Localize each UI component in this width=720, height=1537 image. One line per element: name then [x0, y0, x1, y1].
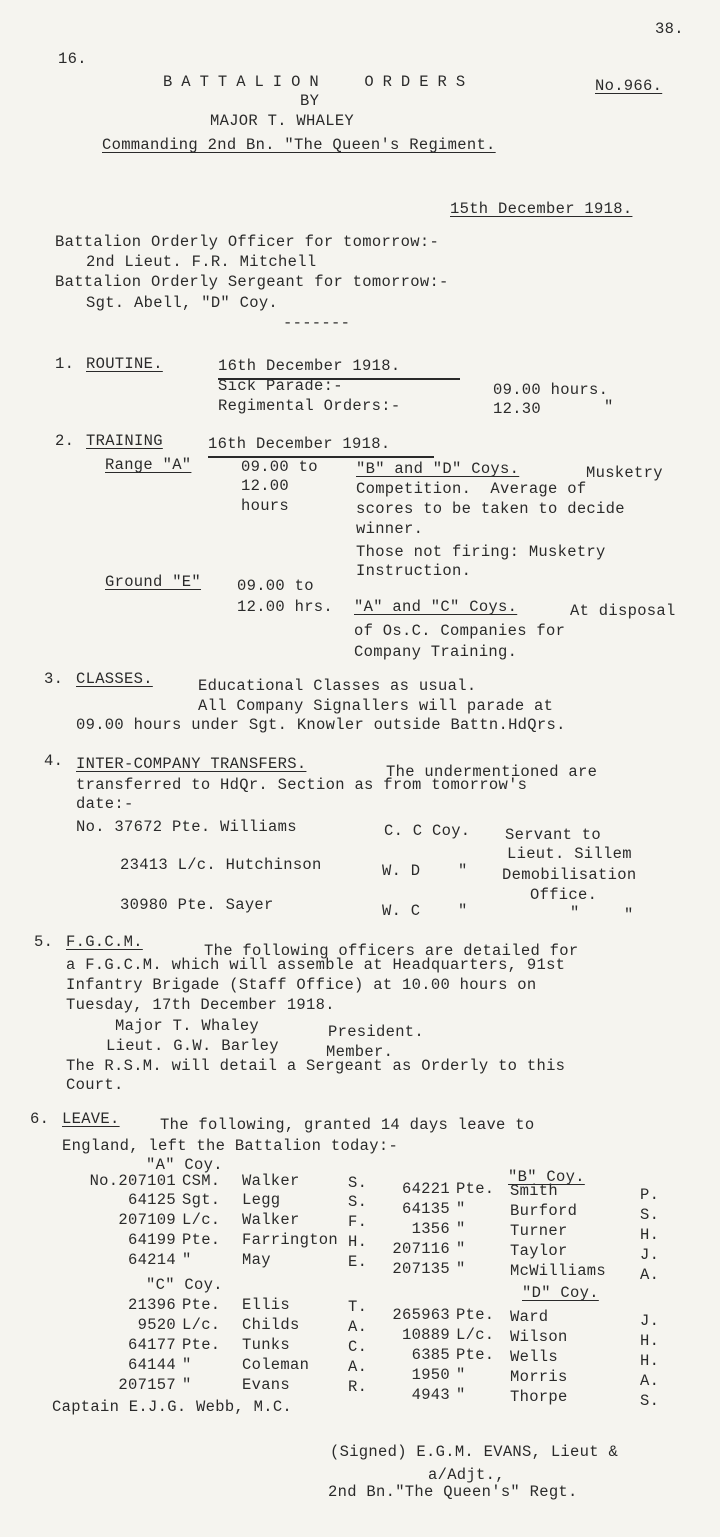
transfer-duty: Servant to — [505, 826, 602, 844]
leave-soldier-rank: Pte. — [182, 1296, 221, 1314]
signature-line: (Signed) E.G.M. EVANS, Lieut & — [330, 1443, 619, 1461]
divider: ------- — [283, 314, 351, 332]
regimental-orders-label: Regimental Orders:- — [218, 397, 401, 415]
leave-soldier-initial: H. — [640, 1332, 660, 1350]
leave-soldier-name: Walker — [242, 1211, 300, 1229]
signature-line: 2nd Bn."The Queen's" Regt. — [328, 1483, 578, 1501]
range-description: Instruction. — [356, 562, 472, 580]
leave-soldier-name: Smith — [510, 1182, 559, 1200]
leave-soldier-initial: A. — [640, 1372, 660, 1390]
range-description: scores to be taken to decide — [356, 500, 625, 518]
leave-text: The following, granted 14 days leave to — [160, 1116, 535, 1134]
leave-soldier-number: 64214 — [127, 1251, 176, 1269]
ditto-mark: " — [624, 906, 634, 924]
ground-time: 09.00 to — [237, 577, 314, 595]
leave-soldier-rank: Pte. — [456, 1306, 495, 1324]
leave-soldier-rank: Pte. — [182, 1336, 221, 1354]
leave-soldier-name: Thorpe — [510, 1388, 568, 1406]
section-heading: CLASSES. — [76, 670, 153, 688]
leave-soldier-name: Legg — [242, 1191, 281, 1209]
leave-soldier-rank: Sgt. — [182, 1191, 221, 1209]
member-name: Lieut. G.W. Barley — [106, 1037, 279, 1055]
regimental-orders-time: 12.30 — [493, 400, 542, 418]
leave-soldier-initial: A. — [348, 1318, 368, 1336]
section-number: 6. — [30, 1110, 50, 1128]
transfer-duty: Demobilisation — [502, 866, 637, 884]
leave-soldier-initial: S. — [640, 1392, 660, 1410]
leave-soldier-number: 1356 — [411, 1220, 450, 1238]
section-heading: TRAINING — [86, 432, 163, 450]
leave-soldier-number: 64199 — [127, 1231, 176, 1249]
leave-soldier-number: 64125 — [127, 1191, 176, 1209]
fgcm-text: a F.G.C.M. which will assemble at Headquarters, 91st — [66, 956, 566, 974]
range-companies: "B" and "D" Coys. — [356, 460, 520, 478]
ditto-mark: " — [458, 862, 468, 880]
leave-soldier-initial: H. — [348, 1233, 368, 1251]
leave-soldier-rank: L/c. — [182, 1211, 221, 1229]
leave-soldier-rank: " — [182, 1356, 192, 1374]
leave-soldier-initial: A. — [640, 1266, 660, 1284]
leave-soldier-number: 1950 — [411, 1366, 450, 1384]
leave-soldier-initial: H. — [640, 1226, 660, 1244]
leave-soldier-initial: J. — [640, 1246, 660, 1264]
range-time: 12.00 — [241, 477, 290, 495]
training-date: 16th December 1918. — [208, 435, 391, 453]
ground-companies: "A" and "C" Coys. — [354, 598, 518, 616]
leave-soldier-initial: P. — [640, 1186, 660, 1204]
leave-soldier-rank: " — [456, 1366, 466, 1384]
coy-c-heading: "C" Coy. — [146, 1276, 223, 1294]
transfer-from: W. D — [382, 862, 421, 880]
leave-soldier-initial: F. — [348, 1213, 368, 1231]
page-number: 38. — [655, 20, 684, 38]
commander-name: MAJOR T. WHALEY — [210, 112, 355, 130]
fgcm-text: The following officers are detailed for — [204, 942, 579, 960]
fgcm-text: Tuesday, 17th December 1918. — [66, 996, 335, 1014]
signature-line: a/Adjt., — [428, 1466, 505, 1484]
leave-soldier-name: Coleman — [242, 1356, 310, 1374]
section-heading: INTER-COMPANY TRANSFERS. — [76, 755, 307, 773]
transfers-text: date:- — [76, 795, 134, 813]
sheet-number: 16. — [58, 50, 87, 68]
leave-soldier-initial: E. — [348, 1253, 368, 1271]
ground-time: 12.00 hrs. — [237, 598, 334, 616]
leave-soldier-number: 4943 — [411, 1386, 450, 1404]
ground-description: At disposal — [570, 602, 676, 620]
leave-soldier-name: Walker — [242, 1172, 300, 1190]
order-title: BATTALION ORDERS — [163, 73, 475, 91]
leave-soldier-rank: " — [182, 1251, 192, 1269]
section-number: 1. — [55, 355, 75, 373]
leave-soldier-initial: R. — [348, 1378, 368, 1396]
leave-soldier-initial: J. — [640, 1312, 660, 1330]
leave-soldier-name: Ward — [510, 1308, 549, 1326]
sick-parade-label: Sick Parade:- — [218, 377, 343, 395]
coy-a-heading: "A" Coy. — [146, 1156, 223, 1174]
leave-soldier-name: Ellis — [242, 1296, 291, 1314]
leave-soldier-name: Evans — [242, 1376, 291, 1394]
range-description: winner. — [356, 520, 424, 538]
ground-description: of Os.C. Companies for — [354, 622, 566, 640]
leave-soldier-number: 9520 — [137, 1316, 176, 1334]
transfer-soldier: 23413 L/c. Hutchinson — [120, 856, 322, 874]
leave-soldier-number: 64144 — [127, 1356, 176, 1374]
section-number: 4. — [44, 752, 64, 770]
classes-text: Educational Classes as usual. — [198, 677, 477, 695]
leave-soldier-initial: H. — [640, 1352, 660, 1370]
leave-soldier-number: 265963 — [392, 1306, 450, 1324]
leave-soldier-number: 207157 — [118, 1376, 176, 1394]
leave-soldier-name: Tunks — [242, 1336, 291, 1354]
range-time: hours — [241, 497, 290, 515]
orderly-sergeant-name: Sgt. Abell, "D" Coy. — [86, 294, 279, 312]
leave-soldier-rank: " — [456, 1386, 466, 1404]
leave-soldier-rank: Pte. — [182, 1231, 221, 1249]
fgcm-text: Infantry Brigade (Staff Office) at 10.00 hours on — [66, 976, 537, 994]
leave-soldier-rank: L/c. — [456, 1326, 495, 1344]
routine-date: 16th December 1918. — [218, 357, 401, 375]
transfer-duty: Office. — [530, 886, 598, 904]
leave-soldier-number: 207109 — [118, 1211, 176, 1229]
leave-soldier-rank: Pte. — [456, 1346, 495, 1364]
leave-text: England, left the Battalion today:- — [62, 1137, 399, 1155]
leave-soldier-initial: T. — [348, 1298, 368, 1316]
transfer-from: W. C — [382, 902, 421, 920]
leave-soldier-name: Taylor — [510, 1242, 568, 1260]
classes-text: 09.00 hours under Sgt. Knowler outside Battn.HdQrs. — [76, 716, 566, 734]
orderly-sergeant-label: Battalion Orderly Sergeant for tomorrow:- — [55, 273, 449, 291]
leave-soldier-rank: " — [456, 1220, 466, 1238]
leave-soldier-rank: CSM. — [182, 1172, 221, 1190]
section-heading: F.G.C.M. — [66, 933, 143, 951]
section-number: 3. — [44, 670, 64, 688]
section-heading: LEAVE. — [62, 1110, 120, 1128]
leave-soldier-name: May — [242, 1251, 271, 1269]
range-time: 09.00 to — [241, 458, 318, 476]
leave-soldier-rank: " — [456, 1240, 466, 1258]
leave-soldier-rank: " — [182, 1376, 192, 1394]
leave-soldier-number: 64177 — [127, 1336, 176, 1354]
leave-soldier-number: 207116 — [392, 1240, 450, 1258]
fgcm-text: The R.S.M. will detail a Sergeant as Orderly to this — [66, 1057, 566, 1075]
ground-description: Company Training. — [354, 643, 518, 661]
ditto-mark: " — [604, 398, 614, 416]
order-by: BY — [300, 92, 320, 110]
leave-soldier-number: 21396 — [127, 1296, 176, 1314]
classes-text: All Company Signallers will parade at — [198, 697, 554, 715]
president-name: Major T. Whaley — [115, 1017, 260, 1035]
leave-soldier-name: Wilson — [510, 1328, 568, 1346]
ground-label: Ground "E" — [105, 573, 202, 591]
coy-d-heading: "D" Coy. — [522, 1284, 599, 1302]
member-role: Member. — [326, 1043, 394, 1061]
leave-soldier-name: Turner — [510, 1222, 568, 1240]
range-description: Competition. Average of — [356, 480, 587, 498]
president-role: President. — [328, 1023, 425, 1041]
range-description: Those not firing: Musketry — [356, 543, 606, 561]
transfers-text: The undermentioned are — [386, 763, 598, 781]
leave-soldier-rank: " — [456, 1260, 466, 1278]
ditto-mark: " — [458, 902, 468, 920]
section-number: 2. — [55, 432, 75, 450]
leave-soldier-number: 64135 — [401, 1200, 450, 1218]
leave-soldier-name: Wells — [510, 1348, 559, 1366]
leave-soldier-initial: S. — [640, 1206, 660, 1224]
leave-soldier-rank: " — [456, 1200, 466, 1218]
transfer-from: C. C Coy. — [384, 822, 471, 840]
leave-soldier-initial: S. — [348, 1193, 368, 1211]
range-description: Musketry — [586, 464, 663, 482]
leave-soldier-name: Farrington — [242, 1231, 339, 1249]
leave-officer: Captain E.J.G. Webb, M.C. — [52, 1398, 293, 1416]
section-heading: ROUTINE. — [86, 355, 163, 373]
order-number: No.966. — [595, 77, 663, 95]
orderly-officer-label: Battalion Orderly Officer for tomorrow:- — [55, 233, 440, 251]
transfer-duty: Lieut. Sillem — [507, 845, 632, 863]
orderly-officer-name: 2nd Lieut. F.R. Mitchell — [86, 253, 317, 271]
leave-soldier-name: Burford — [510, 1202, 578, 1220]
sick-parade-time: 09.00 hours. — [493, 381, 609, 399]
leave-soldier-name: McWilliams — [510, 1262, 607, 1280]
transfer-soldier: 30980 Pte. Sayer — [120, 896, 274, 914]
transfer-soldier: No. 37672 Pte. Williams — [76, 818, 297, 836]
leave-soldier-number: 10889 — [401, 1326, 450, 1344]
range-label: Range "A" — [105, 456, 192, 474]
leave-soldier-rank: L/c. — [182, 1316, 221, 1334]
leave-soldier-name: Morris — [510, 1368, 568, 1386]
leave-soldier-number: No.207101 — [89, 1172, 176, 1190]
fgcm-text: Court. — [66, 1076, 124, 1094]
leave-soldier-rank: Pte. — [456, 1180, 495, 1198]
leave-soldier-initial: S. — [348, 1174, 368, 1192]
order-date: 15th December 1918. — [450, 200, 633, 218]
coy-b-heading: "B" Coy. — [508, 1168, 585, 1186]
leave-soldier-initial: C. — [348, 1338, 368, 1356]
transfers-text: transferred to HdQr. Section as from tomorrow's — [76, 776, 528, 794]
leave-soldier-number: 64221 — [401, 1180, 450, 1198]
leave-soldier-name: Childs — [242, 1316, 300, 1334]
leave-soldier-number: 6385 — [411, 1346, 450, 1364]
leave-soldier-number: 207135 — [392, 1260, 450, 1278]
command-line: Commanding 2nd Bn. "The Queen's Regiment. — [102, 136, 496, 154]
section-number: 5. — [34, 933, 54, 951]
ditto-mark: " — [570, 904, 580, 922]
leave-soldier-initial: A. — [348, 1358, 368, 1376]
